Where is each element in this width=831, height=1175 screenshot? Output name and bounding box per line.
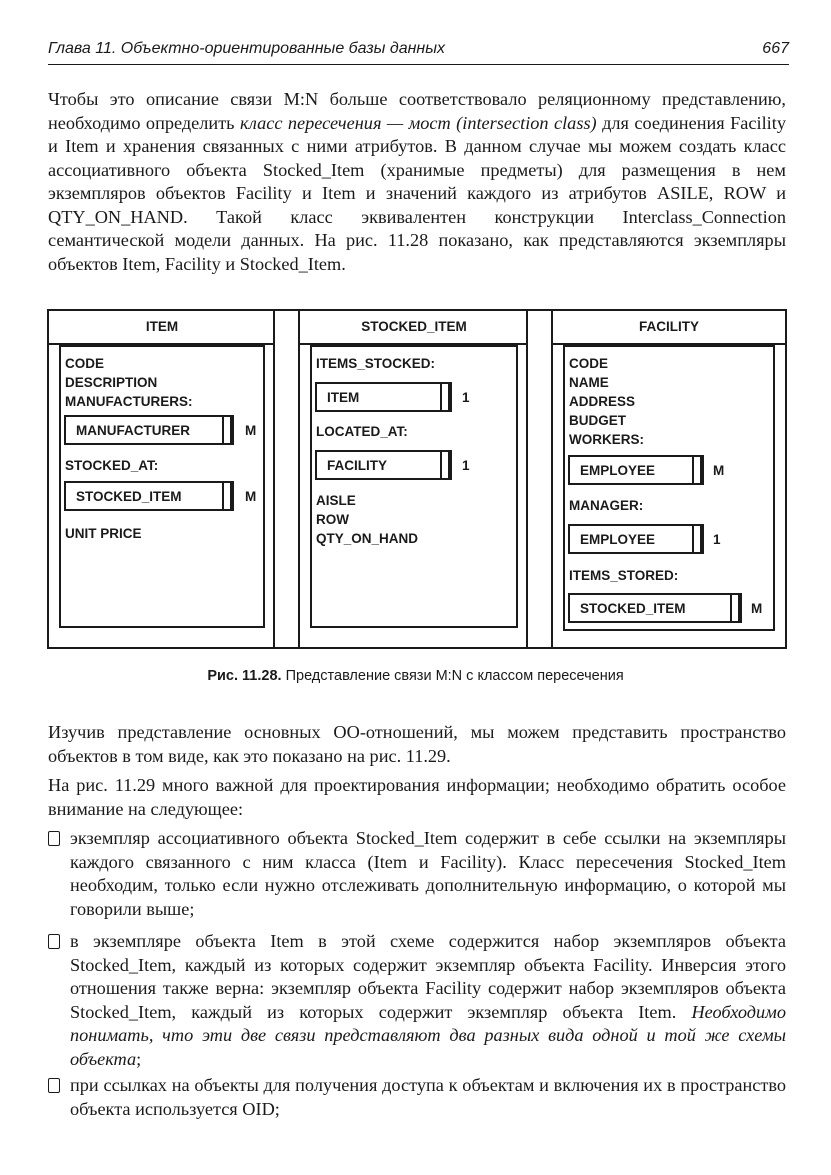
intro-text-1: Чтобы это описание связи M:N больше соответствовало реляционному представлению, необходимо определить (48, 89, 786, 133)
page-number: 667 (762, 40, 789, 57)
bullet-text-2-italic: Необходимо понимать, что эти две связи представляют два разных вида одной и той же схемы объекта (70, 1001, 786, 1069)
aisle-label: AISLE (316, 493, 356, 508)
employee-box-manager (568, 524, 704, 554)
item-stocked-at-label: STOCKED_AT: (65, 458, 159, 473)
item-class-body (59, 345, 265, 628)
stocked-item-class-body (310, 345, 518, 628)
workers-cardinality: M (713, 463, 725, 478)
facility-manager-label: MANAGER: (569, 498, 644, 513)
facility-code-label: CODE (569, 356, 609, 371)
item-code-label: CODE (65, 356, 105, 371)
bullet-text-3: при ссылках на объекты для получения доступа к объектам и включения их в пространство объекта используется OID; (70, 1075, 786, 1119)
bullet-box-icon (48, 934, 60, 949)
set-marker (222, 481, 232, 511)
set-marker (440, 382, 450, 412)
set-marker (222, 415, 232, 445)
stocked-item-facility-cardinality: 1 (462, 458, 470, 473)
column-separator (526, 311, 553, 647)
located-at-label: LOCATED_AT: (316, 424, 408, 439)
intro-paragraph (48, 88, 786, 276)
bullet-box-icon (48, 1078, 60, 1093)
caption-label: Рис. 11.28. (207, 668, 282, 684)
figure-11-28 (47, 309, 787, 649)
set-marker (730, 593, 740, 623)
set-marker (692, 524, 702, 554)
employee-box-workers (568, 455, 704, 485)
manufacturer-box (64, 415, 234, 445)
bullet-text-1: экземпляр ассоциативного объекта Stocked_Item содержит в себе ссылки на экземпляры каждого связанного с ним класса (Item и Facility). Класс пересечения Stocked_Item необходим, только если нужно отслеживать дополнительную информацию, о которой мы говорили выше; (70, 828, 786, 919)
facility-workers-label: WORKERS: (569, 432, 644, 447)
running-header (48, 38, 789, 65)
item-description-label: DESCRIPTION (65, 375, 158, 390)
facility-class-column (553, 311, 785, 647)
stocked-item-facility-box (315, 450, 452, 480)
employee-box-workers-label: EMPLOYEE (580, 463, 656, 478)
item-class-title: ITEM (49, 311, 275, 345)
intro-italic-term: класс пересечения — мост (intersection class) (239, 112, 597, 133)
manager-cardinality: 1 (713, 532, 721, 547)
facility-stocked-item-box (568, 593, 742, 623)
facility-budget-label: BUDGET (569, 413, 626, 428)
bullet-text-2 (70, 930, 786, 1071)
facility-class-title: FACILITY (553, 311, 785, 345)
bullet-text-2-end: ; (136, 1048, 142, 1069)
paragraph-3: На рис. 11.29 много важной для проектирования информации; необходимо обратить особое внимание на следующее: (48, 775, 786, 819)
figure-caption (0, 668, 831, 684)
facility-stocked-item-box-label: STOCKED_ITEM (580, 601, 686, 616)
set-marker (440, 450, 450, 480)
item-stocked-item-cardinality: M (245, 489, 257, 504)
stocked-item-class-title: STOCKED_ITEM (300, 311, 528, 345)
items-stocked-label: ITEMS_STOCKED: (316, 356, 436, 371)
qty-on-hand-label: QTY_ON_HAND (316, 531, 419, 546)
manufacturer-box-label: MANUFACTURER (76, 423, 190, 438)
caption-text: Представление связи M:N с классом пересечения (285, 668, 624, 684)
stocked-item-facility-box-label: FACILITY (327, 458, 387, 473)
paragraph-2: Изучив представление основных ОО-отношений, мы можем представить пространство объектов в том виде, как это показано на рис. 11.29. (48, 722, 786, 766)
set-marker (692, 455, 702, 485)
item-class-column (49, 311, 275, 647)
items-stored-cardinality: M (751, 601, 763, 616)
stocked-item-item-box (315, 382, 452, 412)
items-stored-label: ITEMS_STORED: (569, 568, 679, 583)
intro-text-2: для соединения Facility и Item и хранения связанных с ними атрибутов. В данном случае мы можем создать класс ассоциативного объекта Stocked_Item (хранимые предметы) для размещения в нем экземпляров объектов Facility и Item и значений каждого из атрибутов ASILE, ROW и QTY_ON_HAND. Такой класс эквивалентен конструкции Interclass_Connection семантической модели данных. На рис. 11.28 показано, как представляются экземпляры объектов Item, Facility и Stocked_Item. (48, 112, 786, 274)
item-stocked-item-box-label: STOCKED_ITEM (76, 489, 182, 504)
facility-class-body (563, 345, 775, 631)
column-separator (273, 311, 300, 647)
employee-box-manager-label: EMPLOYEE (580, 532, 656, 547)
facility-name-label: NAME (569, 375, 609, 390)
item-unit-price-label: UNIT PRICE (65, 526, 142, 541)
bullet-text-2-main: в экземпляре объекта Item в этой схеме содержится набор экземпляров объекта Stocked_Item, каждый из которых содержит экземпляр объекта Facility. Инверсия этого отношения также верна: экземпляр объекта Facility содержит набор экземпляров объекта Stocked_Item, каждый из которых содержит экземпляр объекта Item. (70, 931, 786, 1022)
row-label: ROW (316, 512, 349, 527)
item-stocked-item-box (64, 481, 234, 511)
stocked-item-class-column (300, 311, 528, 647)
manufacturer-cardinality: M (245, 423, 257, 438)
stocked-item-item-cardinality: 1 (462, 390, 470, 405)
stocked-item-item-box-label: ITEM (327, 390, 360, 405)
chapter-title: Глава 11. Объектно-ориентированные базы данных (48, 40, 445, 57)
item-manufacturers-label: MANUFACTURERS: (65, 394, 193, 409)
facility-address-label: ADDRESS (569, 394, 636, 409)
bullet-box-icon (48, 831, 60, 846)
